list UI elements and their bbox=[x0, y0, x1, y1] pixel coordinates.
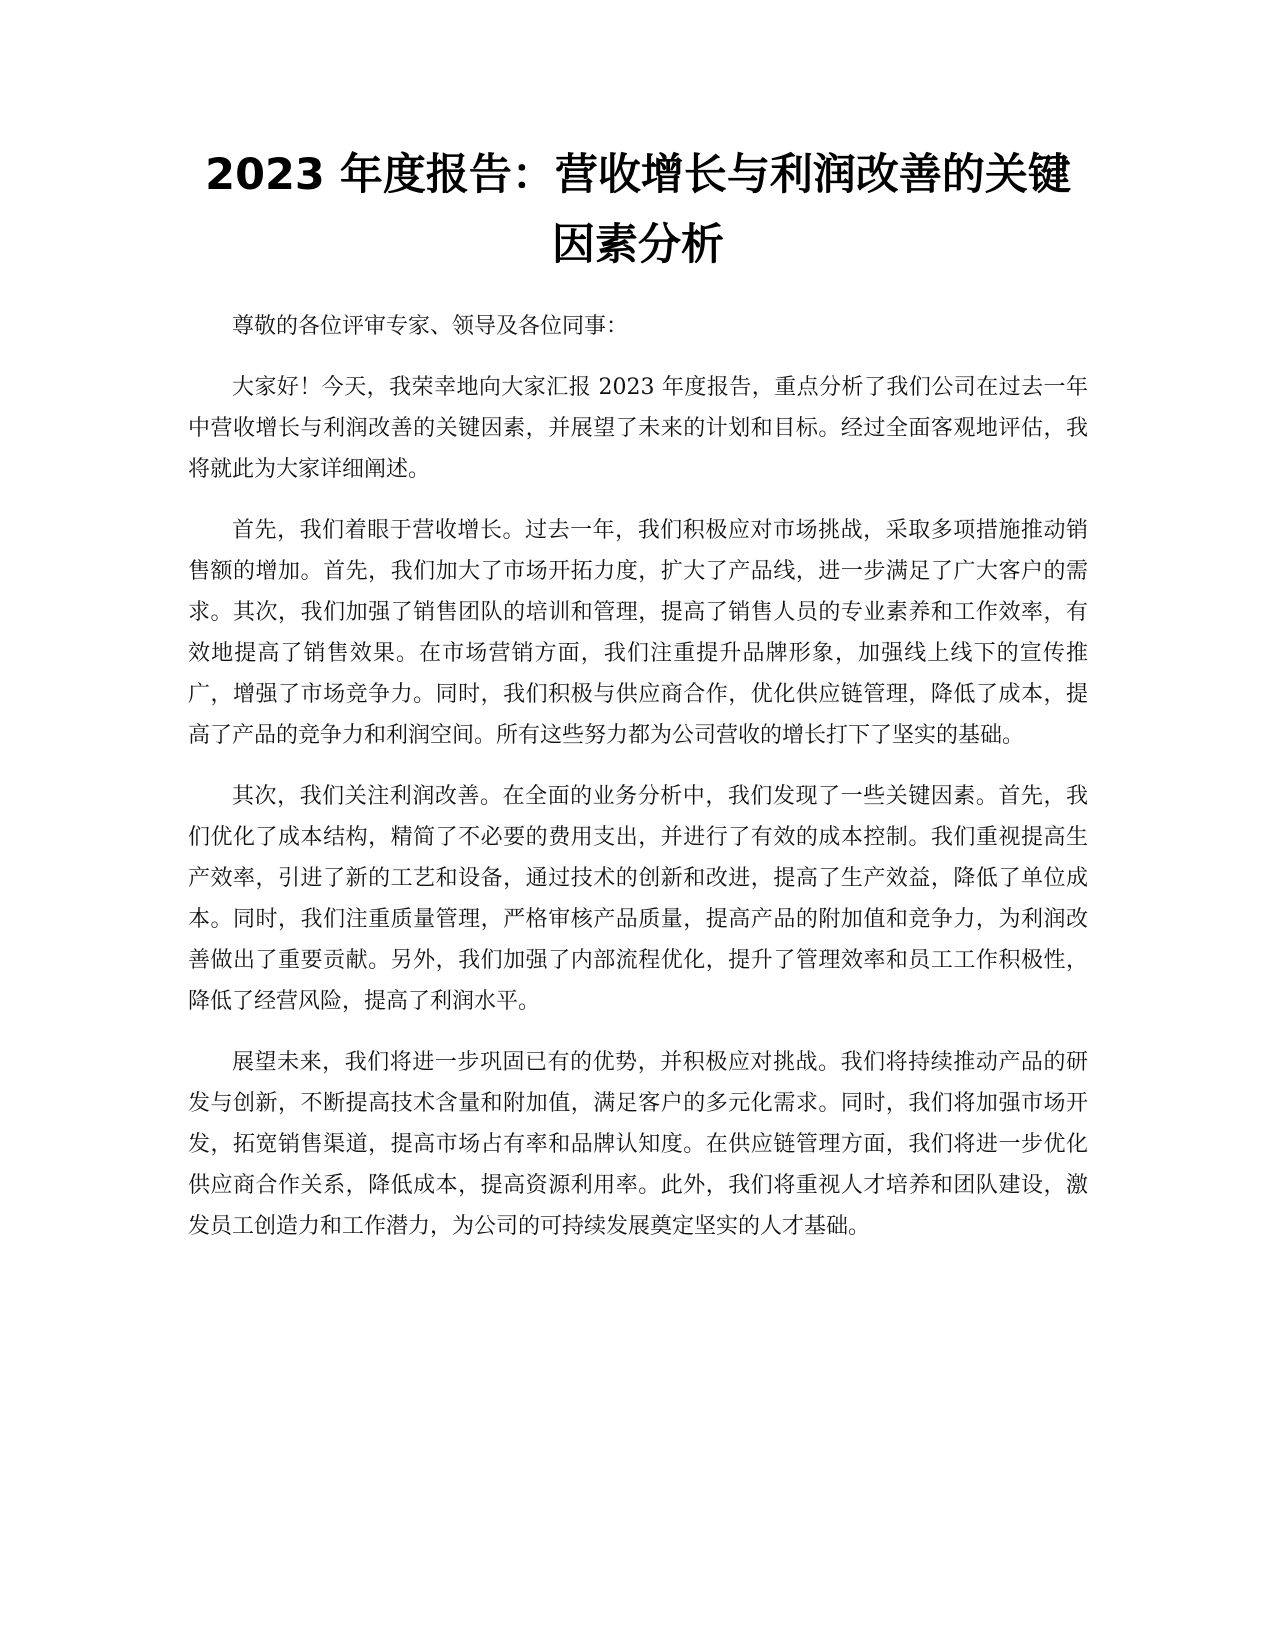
paragraph-revenue-growth: 首先，我们着眼于营收增长。过去一年，我们积极应对市场挑战，采取多项措施推动销售额的增加。首先，我们加大了市场开拓力度，扩大了产品线，进一步满足了广大客户的需求。其次，我们加强了销售团队的培训和管理，提高了销售人员的专业素养和工作效率，有效地提高了销售效果。在市场营销方面，我们注重提升品牌形象，加强线上线下的宣传推广，增强了市场竞争力。同时，我们积极与供应商合作，优化供应链管理，降低了成本，提高了产品的竞争力和利润空间。所有这些努力都为公司营收的增长打下了坚实的基础。 bbox=[188, 518, 1088, 748]
document-content bbox=[188, 140, 1088, 1267]
paragraph-outlook: 展望未来，我们将进一步巩固已有的优势，并积极应对挑战。我们将持续推动产品的研发与创新，不断提高技术含量和附加值，满足客户的多元化需求。同时，我们将加强市场开发，拓宽销售渠道，提高市场占有率和品牌认知度。在供应链管理方面，我们将进一步优化供应商合作关系，降低成本，提高资源利用率。此外，我们将重视人才培养和团队建设，激发员工创造力和工作潜力，为公司的可持续发展奠定坚实的人才基础。 bbox=[188, 1050, 1088, 1239]
paragraph-profit-improvement: 其次，我们关注利润改善。在全面的业务分析中，我们发现了一些关键因素。首先，我们优化了成本结构，精简了不必要的费用支出，并进行了有效的成本控制。我们重视提高生产效率，引进了新的工艺和设备，通过技术的创新和改进，提高了生产效益，降低了单位成本。同时，我们注重质量管理，严格审核产品质量，提高产品的附加值和竞争力，为利润改善做出了重要贡献。另外，我们加强了内部流程优化，提升了管理效率和员工工作积极性，降低了经营风险，提高了利润水平。 bbox=[188, 784, 1088, 1014]
paragraph-intro: 大家好！今天，我荣幸地向大家汇报 2023 年度报告，重点分析了我们公司在过去一年中营收增长与利润改善的关键因素，并展望了未来的计划和目标。经过全面客观地评估，我将就此为大家详细阐述。 bbox=[188, 375, 1088, 482]
document-body bbox=[188, 306, 1088, 1247]
document-title: 2023 年度报告：营收增长与利润改善的关键因素分析 bbox=[205, 150, 1071, 270]
salutation: 尊敬的各位评审专家、领导及各位同事： bbox=[232, 314, 629, 339]
